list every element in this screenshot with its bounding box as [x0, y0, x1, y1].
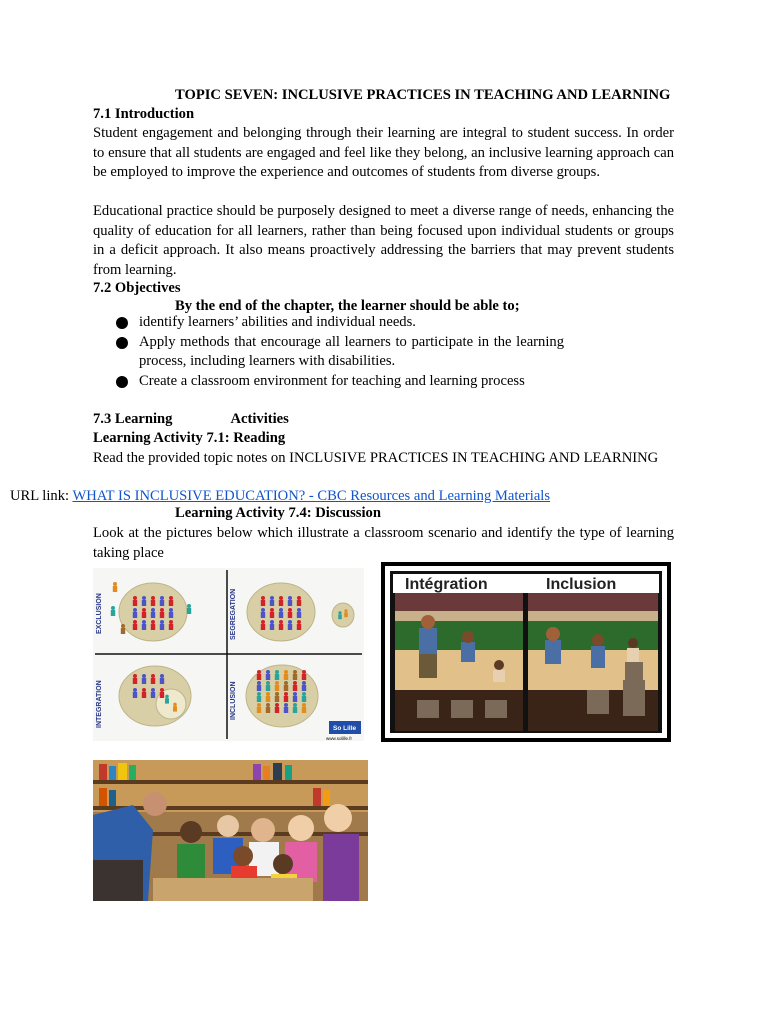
person-icon	[266, 692, 270, 696]
person-icon	[151, 608, 155, 612]
person-icon	[169, 620, 173, 624]
person-icon	[187, 608, 191, 614]
inclusion-title: Inclusion	[546, 576, 617, 593]
bullet-icon	[116, 376, 128, 388]
person-icon	[266, 703, 270, 707]
person-icon	[160, 596, 164, 600]
page-title: TOPIC SEVEN: INCLUSIVE PRACTICES IN TEACHING AND LEARNING	[175, 87, 671, 103]
brand-url: www.solille.fr	[326, 736, 353, 741]
person-icon	[169, 600, 173, 606]
person-icon	[113, 586, 117, 592]
person-icon	[142, 624, 146, 630]
person-icon	[169, 608, 173, 612]
person-icon	[270, 620, 274, 624]
classroom-photo	[93, 760, 368, 901]
person-icon	[133, 678, 137, 684]
person-icon	[133, 600, 137, 606]
person-icon	[302, 681, 306, 685]
person-icon	[302, 674, 306, 680]
person-icon	[297, 596, 301, 600]
person-icon	[165, 698, 169, 703]
person-icon	[113, 582, 117, 586]
person-icon	[275, 674, 279, 680]
person-icon	[133, 688, 137, 692]
person-icon	[142, 674, 146, 678]
person-icon	[297, 620, 301, 624]
person-icon	[133, 608, 137, 612]
person-icon	[266, 674, 270, 680]
integration-title: Intégration	[405, 576, 488, 593]
person-icon	[151, 600, 155, 606]
person-icon	[257, 681, 261, 685]
person-icon	[261, 596, 265, 600]
person-icon	[257, 670, 261, 674]
person-icon	[293, 681, 297, 685]
person-icon	[142, 600, 146, 606]
person-icon	[257, 674, 261, 680]
person-icon	[142, 692, 146, 698]
integration-label: INTEGRATION	[96, 680, 103, 728]
segregation-label: SEGREGATION	[230, 588, 237, 640]
activity-1-text: Read the provided topic notes on INCLUSIVE PRACTICES IN TEACHING AND LEARNING	[93, 450, 659, 466]
person-icon	[169, 612, 173, 618]
person-icon	[302, 707, 306, 713]
person-icon	[302, 685, 306, 691]
person-icon	[344, 609, 347, 612]
activities-heading: 7.3 Learning Activities	[93, 411, 289, 427]
person-icon	[160, 612, 164, 618]
person-icon	[279, 624, 283, 630]
person-icon	[257, 703, 261, 707]
person-icon	[284, 670, 288, 674]
person-icon	[284, 685, 288, 691]
person-icon	[160, 688, 164, 692]
person-icon	[111, 606, 115, 610]
person-icon	[284, 692, 288, 696]
person-icon	[297, 624, 301, 630]
objectives-list	[116, 313, 564, 391]
inclusion-diagram	[93, 568, 364, 741]
integration-inclusion-illustration	[381, 562, 671, 742]
person-icon	[261, 620, 265, 624]
person-icon	[187, 604, 191, 608]
person-icon	[151, 688, 155, 692]
intro-heading: 7.1 Introduction	[93, 106, 195, 122]
person-icon	[297, 600, 301, 606]
person-icon	[279, 620, 283, 624]
person-icon	[151, 624, 155, 630]
list-item: identify learners’ abilities and individual needs.	[116, 313, 564, 333]
person-icon	[266, 670, 270, 674]
intro-paragraph-1: Student engagement and belonging through their learning are integral to student success. In order to ensure that all students are engaged and feel like they belong, an inclusive learning approach can be employed to improve the experience and outcomes of students from diverse groups.	[93, 125, 674, 180]
person-icon	[302, 670, 306, 674]
person-icon	[142, 596, 146, 600]
person-icon	[270, 608, 274, 612]
person-icon	[288, 596, 292, 600]
person-icon	[151, 612, 155, 618]
person-icon	[121, 624, 125, 628]
activity-4-text: Look at the pictures below which illustrate a classroom scenario and identify the type of learning taking place	[93, 525, 674, 561]
classroom-photo-illustration	[93, 760, 368, 901]
person-icon	[165, 695, 169, 699]
person-icon	[266, 685, 270, 691]
objectives-lead: By the end of the chapter, the learner should be able to;	[175, 298, 520, 314]
person-icon	[257, 685, 261, 691]
person-icon	[288, 600, 292, 606]
person-icon	[275, 703, 279, 707]
integration-inclusion-image	[381, 562, 671, 742]
person-icon	[266, 681, 270, 685]
person-icon	[284, 696, 288, 702]
person-icon	[293, 692, 297, 696]
inclusion-diagram-image	[93, 568, 364, 741]
person-icon	[160, 608, 164, 612]
person-icon	[160, 624, 164, 630]
activity-1-heading: Learning Activity 7.1: Reading	[93, 430, 286, 446]
list-item: Create a classroom environment for teaching and learning process	[116, 372, 564, 392]
person-icon	[338, 611, 341, 614]
activity-4-heading: Learning Activity 7.4: Discussion	[175, 505, 381, 521]
person-icon	[173, 703, 177, 707]
person-icon	[302, 692, 306, 696]
person-icon	[151, 678, 155, 684]
person-icon	[284, 707, 288, 713]
person-icon	[288, 608, 292, 612]
person-icon	[169, 596, 173, 600]
person-icon	[293, 703, 297, 707]
person-icon	[275, 707, 279, 713]
person-icon	[293, 674, 297, 680]
person-icon	[279, 608, 283, 612]
person-icon	[160, 678, 164, 684]
person-icon	[160, 620, 164, 624]
url-line: URL link: WHAT IS INCLUSIVE EDUCATION? - CBC Resources and Learning Materials	[10, 488, 551, 504]
person-icon	[284, 674, 288, 680]
person-icon	[275, 670, 279, 674]
person-icon	[142, 688, 146, 692]
person-icon	[270, 596, 274, 600]
person-icon	[257, 692, 261, 696]
person-icon	[111, 610, 115, 616]
person-icon	[142, 620, 146, 624]
person-icon	[293, 696, 297, 702]
person-icon	[133, 624, 137, 630]
person-icon	[279, 596, 283, 600]
person-icon	[302, 703, 306, 707]
person-icon	[275, 696, 279, 702]
person-icon	[293, 670, 297, 674]
person-icon	[297, 612, 301, 618]
brand-logo: So Lille	[333, 725, 357, 732]
person-icon	[293, 707, 297, 713]
person-icon	[151, 596, 155, 600]
person-icon	[297, 608, 301, 612]
person-icon	[279, 612, 283, 618]
person-icon	[133, 612, 137, 618]
person-icon	[338, 614, 342, 619]
person-icon	[284, 681, 288, 685]
person-icon	[160, 600, 164, 606]
person-icon	[344, 612, 348, 617]
person-icon	[121, 628, 125, 634]
person-icon	[160, 692, 164, 698]
person-icon	[142, 612, 146, 618]
person-icon	[284, 703, 288, 707]
person-icon	[261, 624, 265, 630]
person-icon	[133, 620, 137, 624]
person-icon	[288, 624, 292, 630]
person-icon	[275, 692, 279, 696]
person-icon	[270, 600, 274, 606]
person-icon	[266, 696, 270, 702]
intro-paragraph-2: Educational practice should be purposely designed to meet a diverse range of needs, enhancing the quality of education for all learners, rather than being focused upon individual students or groups in a deficit approach. It also means proactively addressing the barriers that may prevent students from learning.	[93, 203, 674, 278]
person-icon	[261, 600, 265, 606]
person-icon	[261, 608, 265, 612]
person-icon	[257, 707, 261, 713]
person-icon	[151, 674, 155, 678]
person-icon	[151, 620, 155, 624]
person-icon	[293, 685, 297, 691]
person-icon	[151, 692, 155, 698]
person-icon	[133, 596, 137, 600]
person-icon	[288, 620, 292, 624]
person-icon	[257, 696, 261, 702]
person-icon	[279, 600, 283, 606]
person-icon	[275, 685, 279, 691]
person-icon	[133, 692, 137, 698]
person-icon	[169, 624, 173, 630]
person-icon	[160, 674, 164, 678]
person-icon	[142, 608, 146, 612]
inclusion-label: INCLUSION	[230, 681, 237, 720]
person-icon	[302, 696, 306, 702]
person-icon	[261, 612, 265, 618]
list-item: Apply methods that encourage all learners to participate in the learning process, including learners with disabilities.	[116, 333, 564, 372]
url-link[interactable]: WHAT IS INCLUSIVE EDUCATION? - CBC Resources and Learning Materials	[72, 488, 551, 504]
bullet-icon	[116, 337, 128, 349]
person-icon	[270, 612, 274, 618]
person-icon	[270, 624, 274, 630]
person-icon	[266, 707, 270, 713]
exclusion-label: EXCLUSION	[96, 593, 103, 634]
person-icon	[173, 706, 177, 711]
person-icon	[288, 612, 292, 618]
person-icon	[275, 681, 279, 685]
person-icon	[142, 678, 146, 684]
objectives-heading: 7.2 Objectives	[93, 280, 181, 296]
person-icon	[133, 674, 137, 678]
bullet-icon	[116, 317, 128, 329]
